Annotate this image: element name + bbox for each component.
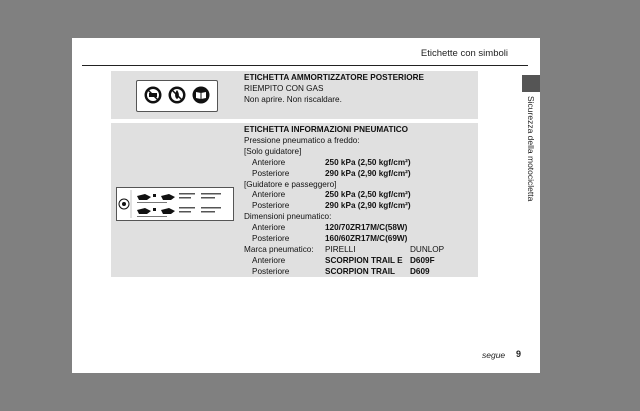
continued-marker: segue [482, 350, 506, 360]
manual-page [72, 38, 540, 373]
shock-label-line1: RIEMPITO CON GAS [244, 83, 324, 93]
solo-heading: [Solo guidatore] [244, 146, 302, 156]
row-label: Anteriore [252, 157, 286, 167]
row-label: Anteriore [252, 190, 286, 200]
tire-label-image [111, 123, 239, 277]
size-front-row [244, 223, 478, 234]
shock-label-image [111, 71, 239, 119]
brand-b: DUNLOP [410, 244, 445, 254]
header-divider [82, 65, 528, 66]
brand-a-model: SCORPION TRAIL E [325, 255, 403, 265]
row-label: Posteriore [252, 266, 290, 276]
row-label: Posteriore [252, 168, 290, 178]
brand-rear-row [244, 267, 478, 278]
row-value: 290 kPa (2,90 kgf/cm²) [325, 201, 411, 211]
row-value: 160/60ZR17M/C(69W) [325, 233, 408, 243]
shock-label-row [111, 71, 478, 119]
row-value: 290 kPa (2,90 kgf/cm²) [325, 168, 411, 178]
row-label: Posteriore [252, 201, 290, 211]
row-value: 250 kPa (2,50 kgf/cm²) [325, 190, 411, 200]
duo-heading: [Guidatore e passeggero] [244, 179, 337, 189]
no-open-icon [144, 86, 162, 104]
shock-label-title: ETICHETTA AMMORTIZZATORE POSTERIORE [244, 73, 424, 82]
row-value: 250 kPa (2,50 kgf/cm²) [325, 157, 411, 167]
tire-label-title: ETICHETTA INFORMAZIONI PNEUMATICO [244, 125, 409, 134]
shock-label-line2: Non aprire. Non riscaldare. [244, 94, 342, 104]
tire-label-row [111, 123, 478, 277]
brand-heading-row [244, 245, 478, 256]
section-side-text: Sicurezza della motocicletta [526, 96, 536, 202]
shock-sticker [136, 80, 218, 112]
brand-front-row [244, 256, 478, 267]
brand-b-model: D609 [410, 266, 430, 276]
page-number: 9 [516, 349, 522, 359]
duo-rear-row [244, 201, 478, 212]
section-tab [522, 75, 540, 92]
read-manual-icon [192, 86, 210, 104]
brand-heading: Marca pneumatico: [244, 244, 314, 254]
pressure-heading: Pressione pneumatico a freddo: [244, 135, 360, 145]
solo-rear-row [244, 169, 478, 180]
brand-a: PIRELLI [325, 244, 356, 254]
row-label: Anteriore [252, 223, 286, 233]
section-side-label [524, 96, 538, 296]
duo-front-row [244, 190, 478, 201]
tire-sticker [116, 187, 234, 221]
size-rear-row [244, 234, 478, 245]
tire-label-text [244, 123, 478, 279]
size-heading: Dimensioni pneumatico: [244, 212, 332, 222]
row-value: 120/70ZR17M/C(58W) [325, 223, 408, 233]
solo-front-row [244, 158, 478, 169]
shock-label-text [244, 71, 478, 121]
row-label: Anteriore [252, 255, 286, 265]
no-heat-icon [168, 86, 186, 104]
row-label: Posteriore [252, 233, 290, 243]
brand-a-model: SCORPION TRAIL [325, 266, 396, 276]
page-header-title: Etichette con simboli [420, 48, 508, 59]
brand-b-model: D609F [410, 255, 435, 265]
